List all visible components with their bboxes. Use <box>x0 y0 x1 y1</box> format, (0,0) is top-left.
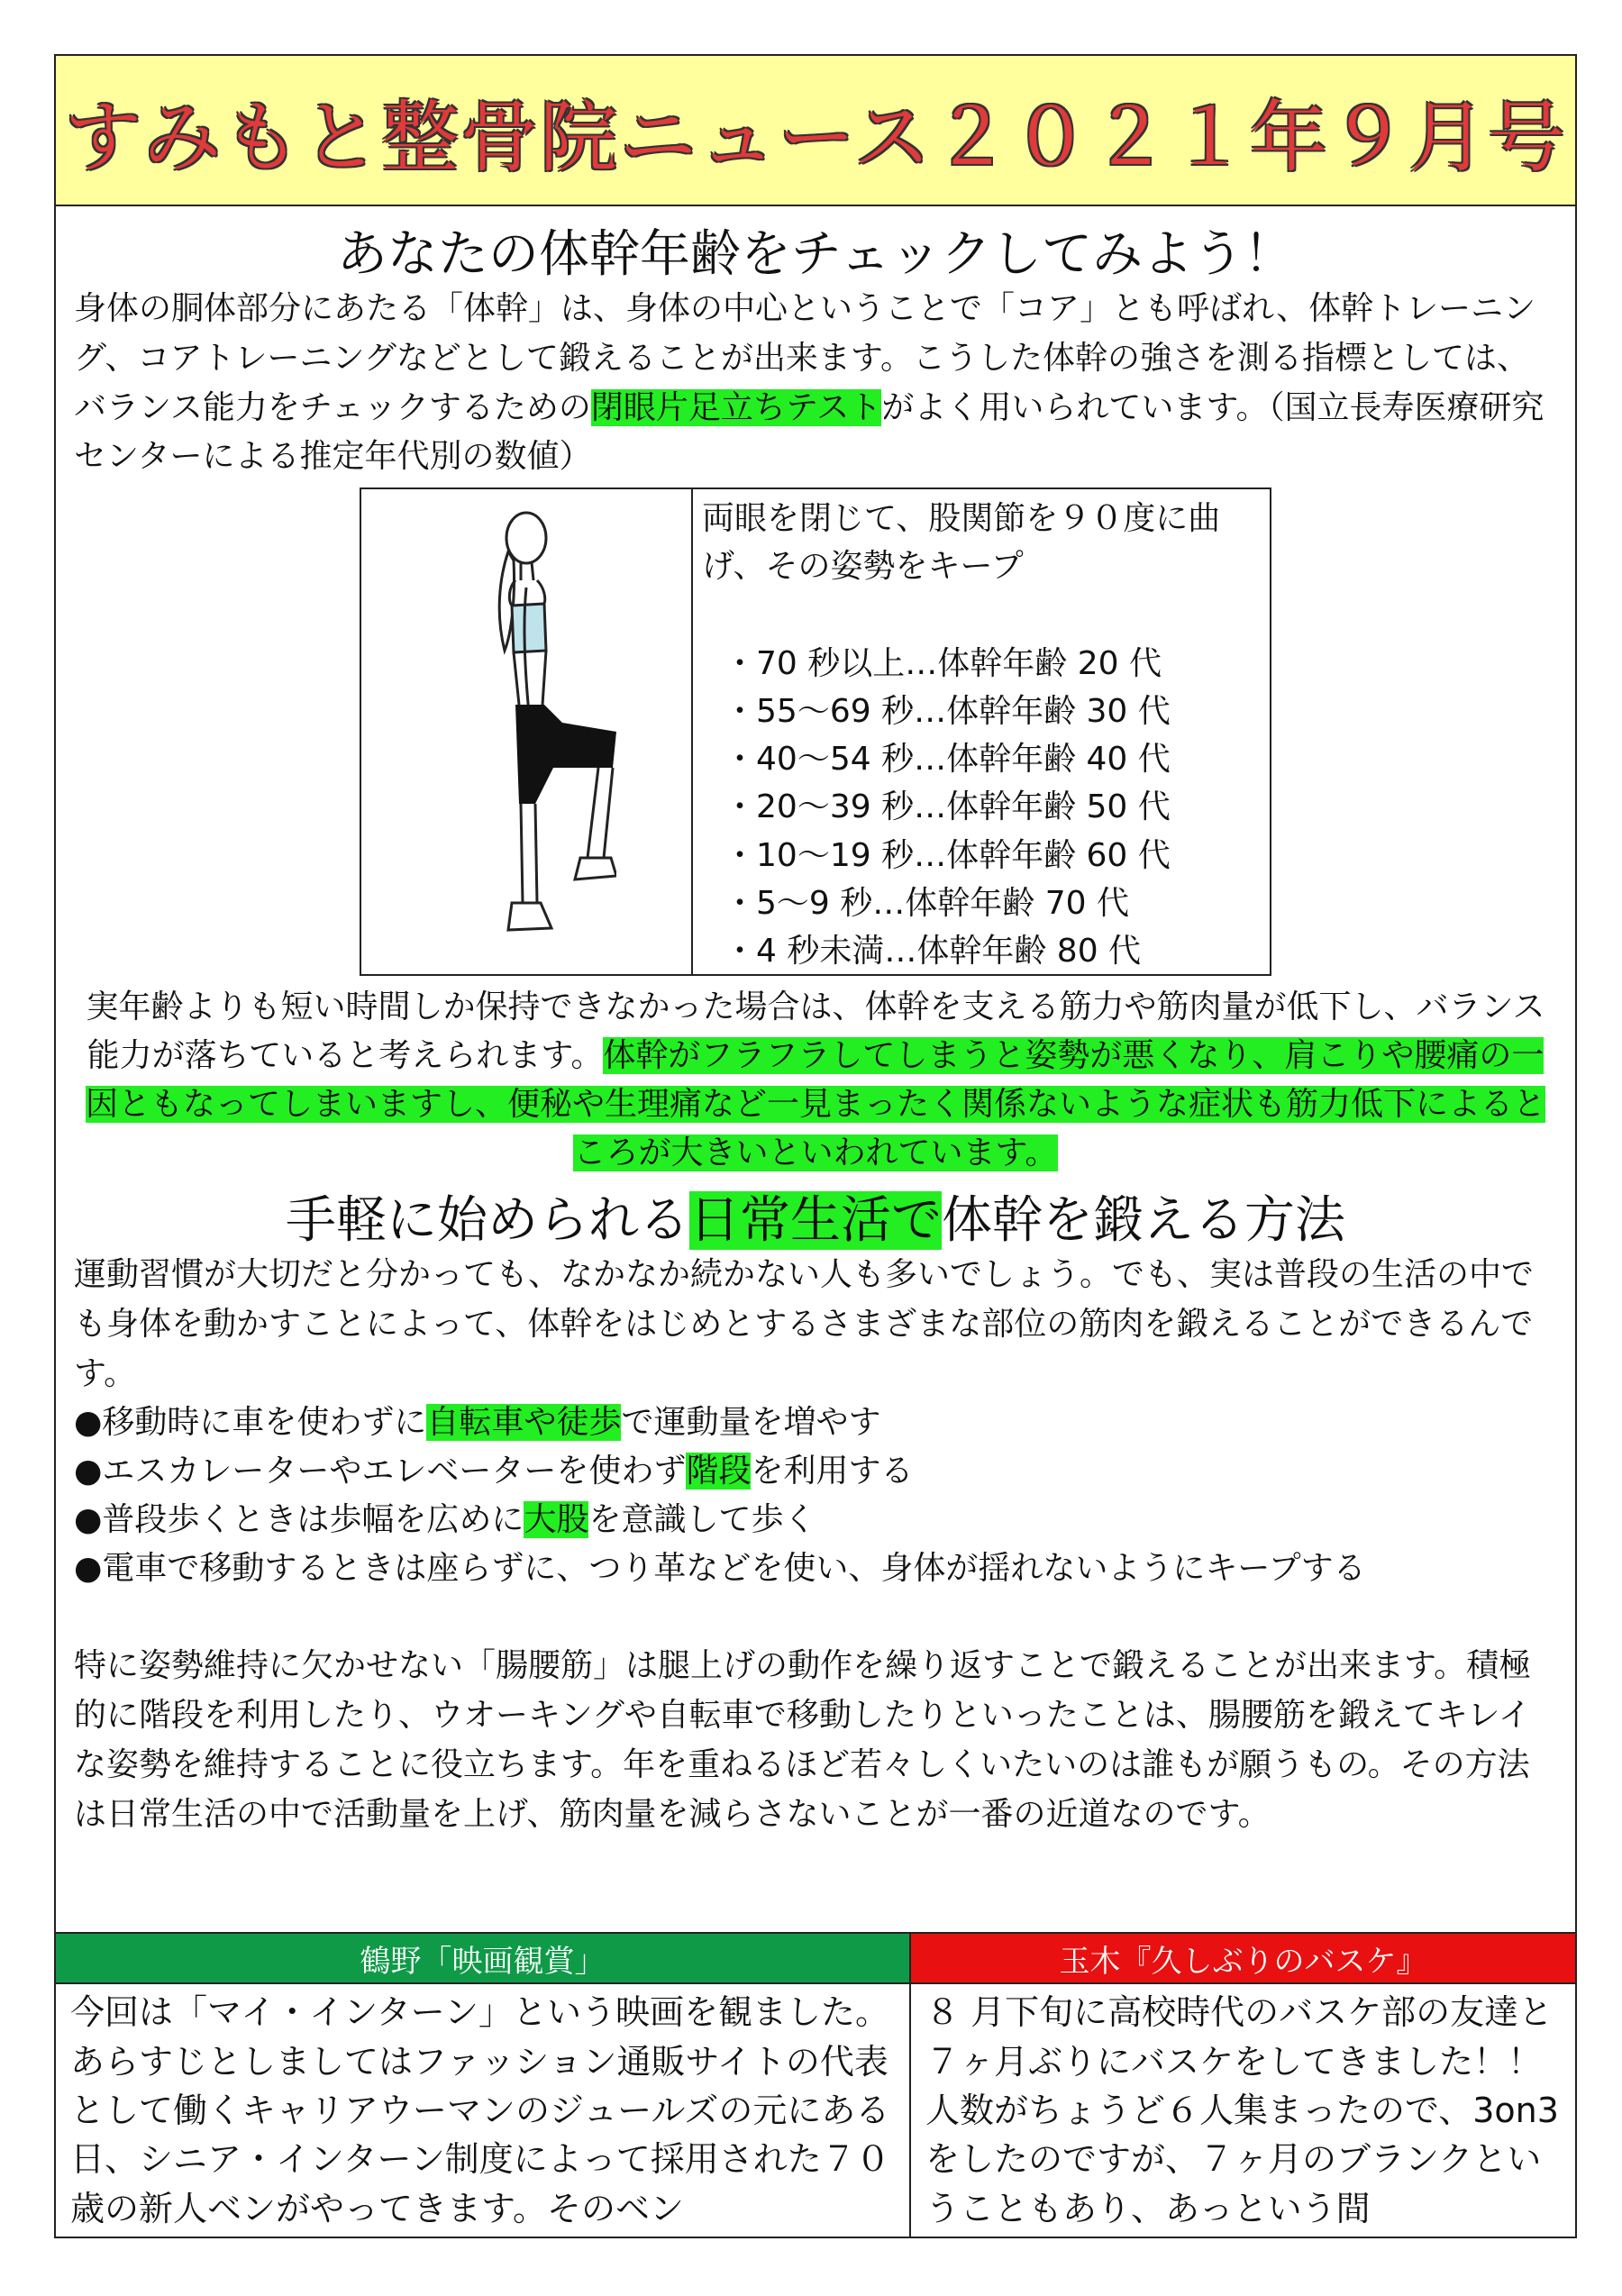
tip-item <box>74 1399 1557 1447</box>
tip-item <box>74 1496 1557 1544</box>
staff-column-right <box>911 1934 1575 2237</box>
tip-text: エスカレーターやエレベーターを使わず <box>102 1453 687 1490</box>
section2-title <box>74 1190 1557 1251</box>
tip-text-end: で運動量を増やす <box>621 1404 881 1442</box>
age-score-item: ・ 40～54 秒…体幹年齢 40 代 <box>724 735 1261 783</box>
section2-closing: 特に姿勢維持に欠かせない「腸腰筋」は腿上げの動作を繰り返すことで鍛えることが出来ます。積極的に階段を利用したり、ウオーキングや自転車で移動したりといったことは、腸腰筋を鍛えてキレイな姿勢を維持することに役立ちます。年を重ねるほど若々しくいたいのは誰もが願うもの。その方法は日常生活の中で活動量を上げ、筋肉量を減らさないことが一番の近道なのです。 <box>74 1647 1532 1833</box>
section-trunk-age <box>56 224 1575 1178</box>
staff-column-left <box>56 1934 911 2237</box>
section2-intro: 運動習慣が大切だと分かっても、なかなか続かない人も多いでしょう。でも、実は普段の生活の中でも身体を動かすことによって、体幹をはじめとするさまざまな部位の筋肉を鍛えることができるんです。 <box>74 1256 1535 1392</box>
section1-title: あなたの体幹年齢をチェックしてみよう！ <box>336 225 1295 284</box>
column-header-tamaki: 玉木『久しぶりのバスケ』 <box>911 1934 1575 1984</box>
newsletter-title: すみもと整骨院ニュース２０２１年９月号 <box>64 92 1567 183</box>
age-score-item: ・ 70 秒以上…体幹年齢 20 代 <box>724 640 1261 688</box>
newsletter-frame <box>54 54 1577 2238</box>
tip-text: 普段歩くときは歩幅を広めに <box>102 1501 524 1539</box>
tips-list <box>74 1399 1557 1593</box>
test-instruction: 両眼を閉じて、股関節を９０度に曲げ、その姿勢をキープ <box>702 500 1221 586</box>
tip-text: 移動時に車を使わずに <box>102 1404 427 1442</box>
newsletter-header <box>56 56 1575 206</box>
age-score-item: ・ 20～39 秒…体幹年齢 50 代 <box>724 783 1261 831</box>
age-score-item: ・ 55～69 秒…体幹年齢 30 代 <box>724 688 1261 735</box>
column-text-tsuruno: 今回は「マイ・インターン」という映画を観ました。あらすじとしましてはファッション通販サイトの代表として働くキャリアウーマンのジュールズの元にある日、シニア・インターン制度によって採用された７０歳の新人ベンがやってきます。そのベン <box>70 1992 890 2228</box>
section1-intro-text-end: がよく用いられています。（国立長寿医療研究センターによる推定年代別の数値） <box>74 388 1545 476</box>
section1-conclusion <box>74 983 1557 1178</box>
section1-intro-text: 身体の胴体部分にあたる「体幹」は、身体の中心ということで「コア」とも呼ばれ、体幹トレーニング、コアトレーニングなどとして鍛えることが出来ます。こうした体幹の強さを測る指標としては、バランス能力をチェックするための <box>74 290 1536 426</box>
standing-figure-cell <box>361 489 693 974</box>
age-score-item: ・ 4 秒未満…体幹年齢 80 代 <box>724 927 1261 975</box>
tip-text-end: を利用する <box>751 1453 914 1490</box>
tip-item <box>74 1447 1557 1496</box>
section1-conclusion-highlight: 体幹がフラフラしてしまうと姿勢が悪くなり、肩こりや腰痛の一因ともなってしまいますし、便秘や生理痛など一見まったく関係ないような症状も筋力低下によるところが大きいといわれています。 <box>85 1037 1545 1172</box>
column-header-tsuruno: 鶴野「映画観賞」 <box>56 1934 909 1984</box>
age-score-item: ・ 10～19 秒…体幹年齢 60 代 <box>724 832 1261 879</box>
section1-conclusion-text: 実年齢よりも短い時間しか保持できなかった場合は、体幹を支える筋力や筋肉量が低下し、バランス能力が落ちていると考えられます。 <box>86 989 1545 1075</box>
tip-highlight: 自転車や徒歩 <box>426 1404 622 1442</box>
section2-title-text-end: 体幹を鍛える方法 <box>942 1191 1345 1251</box>
section2-title-text: 手軽に始められる <box>286 1191 689 1251</box>
tip-text: 電車で移動するときは座らずに、つり革などを使い、身体が揺れないようにキープする <box>102 1550 1366 1588</box>
section1-intro-highlight: 閉眼片足立ちテスト <box>590 388 882 426</box>
column-text-tamaki: ８ 月下旬に高校時代のバスケ部の友達と７ヶ月ぶりにバスケをしてきました！！人数がちょうど６人集まったので、3on3をしたのですが、７ヶ月のブランクということもあり、あっという間 <box>925 1992 1559 2228</box>
balance-test-box <box>360 487 1271 976</box>
tip-highlight: 階段 <box>686 1453 752 1490</box>
tip-item <box>74 1544 1557 1593</box>
test-info <box>693 489 1270 974</box>
one-leg-stand-illustration <box>436 497 616 966</box>
section2-title-highlight: 日常生活で <box>689 1191 942 1251</box>
age-score-item: ・ 5～9 秒…体幹年齢 70 代 <box>724 879 1261 927</box>
age-score-list <box>702 640 1261 976</box>
section-daily-training <box>56 1190 1575 1839</box>
staff-columns <box>56 1932 1575 2237</box>
section1-intro <box>74 285 1557 482</box>
tip-highlight: 大股 <box>524 1501 589 1539</box>
tip-text-end: を意識して歩く <box>588 1501 816 1539</box>
